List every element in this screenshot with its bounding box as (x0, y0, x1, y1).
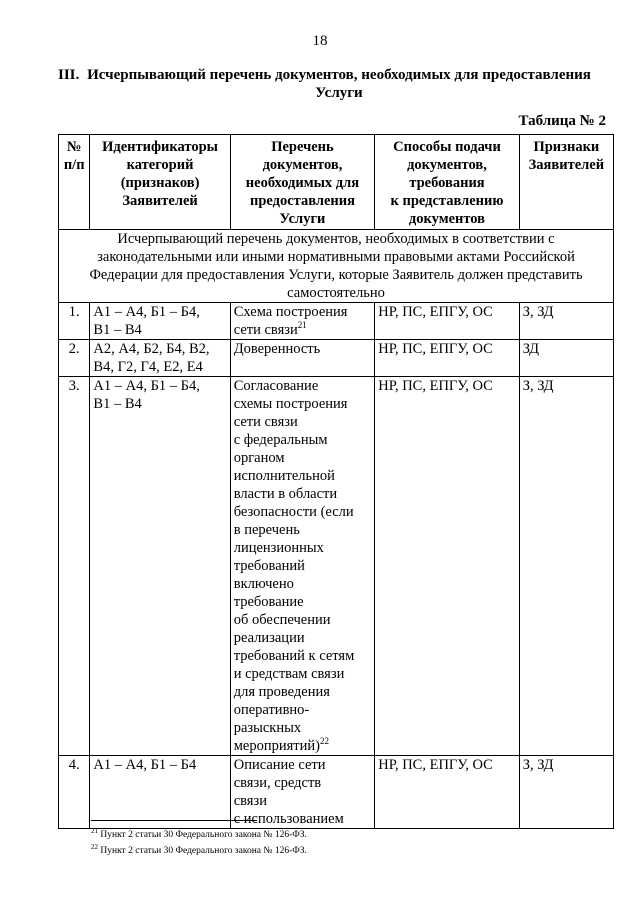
span-row-line: законодательными или иными нормативными правовыми актами Российской (97, 249, 575, 265)
documents-line: требований (233, 558, 305, 574)
footnote-divider (91, 820, 257, 821)
documents-line: Схема построения (233, 304, 348, 320)
documents-line: для проведения (233, 684, 330, 700)
footnotes (91, 827, 307, 859)
footnote-mark: 22 (91, 842, 98, 851)
footnote-mark: 21 (91, 826, 98, 835)
documents-line: лицензионных (233, 540, 324, 556)
categories-line: А1 – А4, Б1 – Б4, (93, 304, 200, 320)
header-documents-line: документов, (262, 157, 343, 173)
table-row (59, 756, 614, 829)
header-num (59, 135, 90, 230)
documents-line: реализации (233, 630, 305, 646)
section-number: III. (58, 67, 80, 83)
documents-line: с использованием (233, 811, 344, 827)
header-methods-line: Способы подачи (393, 139, 501, 155)
header-signs-line: Признаки (533, 139, 600, 155)
documents-line: связи, средств (233, 775, 322, 791)
footnote-ref: 22 (319, 736, 329, 747)
header-documents-line: предоставления (249, 193, 355, 209)
span-row-cell (59, 230, 614, 303)
header-methods-line: документов, (407, 157, 487, 173)
documents-line: связи (233, 793, 267, 809)
documents-line: включено (233, 576, 294, 592)
documents-line: Доверенность (233, 341, 321, 357)
header-methods-line: к представлению (390, 193, 504, 209)
section-title-line-1: Исчерпывающий перечень документов, необходимых для предоставления (87, 67, 591, 83)
row-methods: НР, ПС, ЕПГУ, ОС (375, 756, 520, 829)
row-signs: З, ЗД (519, 303, 613, 340)
row-num: 1. (59, 303, 90, 340)
header-documents-line: Услуги (279, 211, 326, 227)
documents-line: с федеральным (233, 432, 328, 448)
documents-line: власти в области (233, 486, 338, 502)
span-row-line: самостоятельно (287, 285, 385, 301)
documents-line: требований к сетям (233, 648, 355, 664)
categories-line: А1 – А4, Б1 – Б4, (93, 378, 200, 394)
row-categories (90, 377, 230, 756)
documents-line: исполнительной (233, 468, 335, 484)
page-number: 18 (312, 33, 328, 49)
footnote-ref: 21 (297, 320, 307, 331)
footnote-text: Пункт 2 статьи 30 Федерального закона № 126-ФЗ. (100, 830, 307, 840)
table-row (59, 303, 614, 340)
header-documents (230, 135, 375, 230)
row-documents (230, 303, 375, 340)
documents-line: об обеспечении (233, 612, 331, 628)
header-num-line: № (66, 139, 82, 155)
documents-line: разыскных (233, 720, 302, 736)
categories-line: А2, А4, Б2, Б4, В2, (93, 341, 210, 357)
table-caption: Таблица № 2 (518, 113, 606, 129)
row-num: 4. (59, 756, 90, 829)
row-documents (230, 377, 375, 756)
row-documents (230, 340, 375, 377)
documents-line-text: сети связи (233, 322, 298, 338)
header-num-line: п/п (63, 157, 85, 173)
documents-line: Описание сети (233, 757, 326, 773)
header-categories-line: Заявителей (122, 193, 198, 209)
table-span-row (59, 230, 614, 303)
row-methods: НР, ПС, ЕПГУ, ОС (375, 303, 520, 340)
documents-line-text: мероприятий) (233, 738, 320, 754)
row-methods: НР, ПС, ЕПГУ, ОС (375, 377, 520, 756)
row-categories (90, 756, 230, 829)
span-row-line: Исчерпывающий перечень документов, необходимых в соответствии с (117, 231, 555, 247)
header-signs-line: Заявителей (528, 157, 605, 173)
table-row (59, 377, 614, 756)
header-methods (375, 135, 520, 230)
footnote-text: Пункт 2 статьи 30 Федерального закона № 126-ФЗ. (100, 846, 307, 856)
table-row (59, 340, 614, 377)
header-categories (90, 135, 230, 230)
row-categories (90, 340, 230, 377)
documents-line (234, 737, 372, 755)
row-methods: НР, ПС, ЕПГУ, ОС (375, 340, 520, 377)
row-num: 3. (59, 377, 90, 756)
documents-line: оперативно- (233, 702, 310, 718)
table-header-row (59, 135, 614, 230)
row-num: 2. (59, 340, 90, 377)
categories-line: В1 – В4 (93, 322, 142, 338)
header-categories-line: (признаков) (120, 175, 200, 191)
documents-line: органом (233, 450, 285, 466)
documents-line: Согласование (233, 378, 319, 394)
documents-line: схемы построения (233, 396, 348, 412)
documents-table (58, 134, 614, 829)
documents-line: сети связи (233, 414, 298, 430)
row-documents (230, 756, 375, 829)
section-title-line-2: Услуги (315, 85, 363, 101)
documents-line: требование (233, 594, 304, 610)
row-signs: З, ЗД (519, 756, 613, 829)
header-documents-line: Перечень (271, 139, 334, 155)
categories-line: В4, Г2, Г4, Е2, Е4 (93, 359, 203, 375)
header-methods-line: документов (408, 211, 486, 227)
categories-line: А1 – А4, Б1 – Б4 (93, 757, 197, 773)
header-documents-line: необходимых для (245, 175, 360, 191)
row-signs: ЗД (519, 340, 613, 377)
footnote (91, 843, 307, 859)
row-signs: З, ЗД (519, 377, 613, 756)
header-methods-line: требования (409, 175, 485, 191)
categories-line: В1 – В4 (93, 396, 142, 412)
header-signs (519, 135, 613, 230)
documents-line: в перечень (233, 522, 300, 538)
documents-line: и средствам связи (233, 666, 345, 682)
span-row-line: Федерации для предоставления Услуги, которые Заявитель должен представить (89, 267, 583, 283)
documents-line (234, 321, 372, 339)
header-categories-line: Идентификаторы (102, 139, 218, 155)
header-categories-line: категорий (126, 157, 194, 173)
documents-line: безопасности (если (233, 504, 354, 520)
row-categories (90, 303, 230, 340)
section-title (58, 66, 620, 102)
footnote (91, 827, 307, 843)
